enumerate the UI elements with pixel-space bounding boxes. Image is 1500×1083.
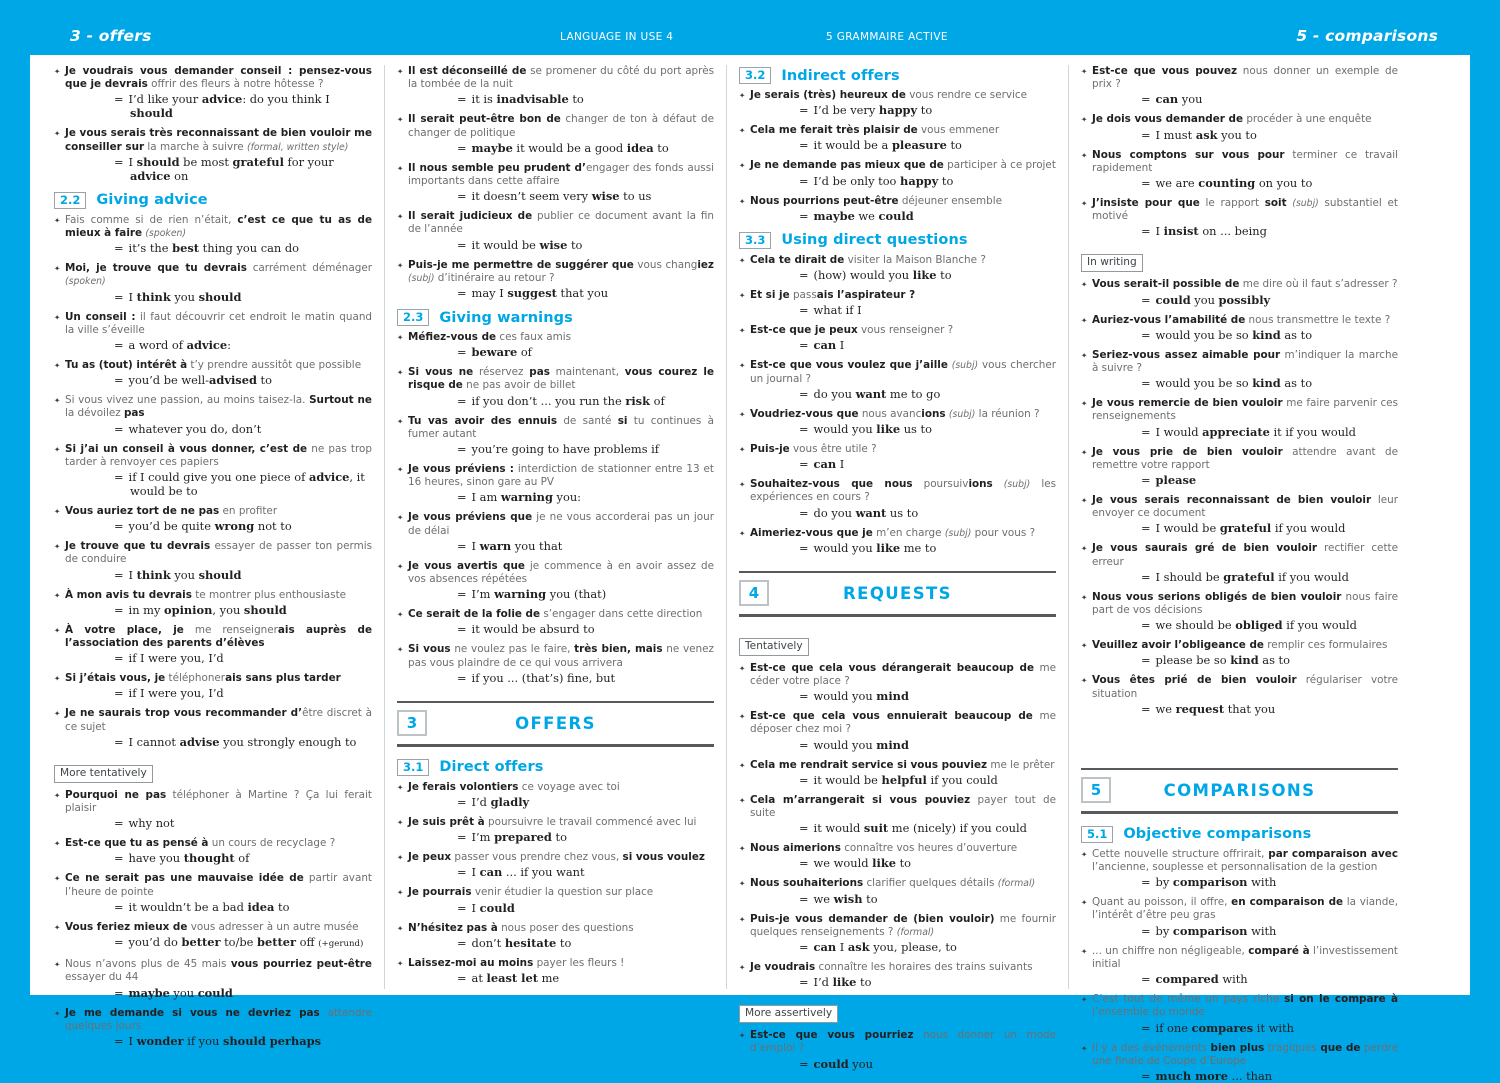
- french-phrase: ✦ Est-ce que cela vous ennuierait beaucoup de me déposer chez moi ?: [739, 710, 1056, 736]
- register-label: More assertively: [739, 1005, 838, 1023]
- french-phrase: ✦ Je vous avertis que je commence à en avoir assez de vos absences répétées: [397, 560, 714, 586]
- phrase-entry: [54, 958, 372, 999]
- subsection-title: Giving warnings: [439, 309, 573, 326]
- french-phrase: ✦ Je ne saurais trop vous recommander d’être discret à ce sujet: [54, 707, 372, 733]
- phrase-entry: [397, 463, 714, 504]
- phrase-entry: [54, 262, 372, 303]
- english-equivalent: = if you ... (that’s) fine, but: [457, 670, 616, 685]
- subsection-heading: [739, 67, 1056, 84]
- french-phrase: ✦ Je peux passer vous prendre chez vous, si vous voulez: [397, 851, 714, 864]
- phrase-entry: [54, 872, 372, 913]
- english-equivalent: = whatever you do, don’t: [114, 421, 262, 436]
- french-phrase: ✦ Si j’étais vous, je téléphonerais sans plus tarder: [54, 672, 372, 685]
- phrase-entry: [54, 311, 372, 352]
- french-phrase: ✦ Je dois vous demander de procéder à une enquête: [1081, 113, 1398, 126]
- subsection-title: Objective comparisons: [1123, 826, 1312, 843]
- running-head-right-title: 5 - comparisons: [1296, 27, 1438, 45]
- french-phrase: ✦ Cela me rendrait service si vous pouviez me le prêter: [739, 759, 1056, 772]
- french-phrase: ✦ Seriez-vous assez aimable pour m’indiquer la marche à suivre ?: [1081, 349, 1398, 375]
- french-phrase: ✦ Est-ce que vous voulez que j’aille (subj) vous chercher un journal ?: [739, 359, 1056, 385]
- english-equivalent: = you’d be quite wrong not to: [114, 519, 292, 534]
- phrase-entry: [54, 394, 372, 435]
- phrase-entry: [54, 214, 372, 255]
- french-phrase: ✦ N’hésitez pas à nous poser des questions: [397, 922, 714, 935]
- phrase-entry: [1081, 197, 1398, 238]
- text-column-2: [384, 65, 726, 989]
- french-phrase: ✦ Je ne demande pas mieux que de participer à ce projet: [739, 159, 1056, 172]
- phrase-entry: [54, 540, 372, 581]
- phrase-entry: [54, 789, 372, 830]
- phrase-entry: [739, 1029, 1056, 1070]
- english-equivalent: = it would be a pleasure to: [799, 138, 962, 153]
- english-equivalent: = I think you should: [114, 289, 242, 304]
- column-container: [30, 55, 1470, 1083]
- phrase-entry: [397, 643, 714, 684]
- french-phrase: ✦ À mon avis tu devrais te montrer plus enthousiaste: [54, 589, 372, 602]
- english-equivalent: = you’re going to have problems if: [457, 442, 660, 457]
- phrase-entry: [1081, 674, 1398, 715]
- french-phrase: ✦ Je vous préviens que je ne vous accorderai pas un jour de délai: [397, 511, 714, 537]
- phrase-entry: [1081, 945, 1398, 986]
- french-phrase: ✦ Quant au poisson, il offre, en comparaison de la viande, l’intérêt d’être peu gras: [1081, 896, 1398, 922]
- english-equivalent: = I’d like your advice: do you think I should: [114, 92, 330, 121]
- english-equivalent: = why not: [114, 816, 175, 831]
- french-phrase: ✦ Cela te dirait de visiter la Maison Blanche ?: [739, 254, 1056, 267]
- english-equivalent: = it doesn’t seem very wise to us: [457, 189, 652, 204]
- subsection-number: 3.2: [739, 67, 771, 84]
- phrase-entry: [1081, 113, 1398, 141]
- french-phrase: ✦ À votre place, je me renseignerais auprès de l’association des parents d’élèves: [54, 624, 372, 650]
- french-phrase: ✦ Si j’ai un conseil à vous donner, c’est de ne pas trop tarder à renvoyer ces papiers: [54, 443, 372, 469]
- phrase-entry: [1081, 149, 1398, 190]
- english-equivalent: = it is inadvisable to: [457, 92, 584, 107]
- section-heading: [397, 701, 714, 747]
- french-phrase: ✦ Fais comme si de rien n’était, c’est ce que tu as de mieux à faire (spoken): [54, 214, 372, 240]
- text-column-4: [1068, 65, 1410, 1083]
- section-heading-body: [397, 703, 714, 744]
- subsection-heading: [1081, 826, 1398, 843]
- french-phrase: ✦ Voudriez-vous que nous avancions (subj) la réunion ?: [739, 408, 1056, 421]
- english-equivalent: = I insist on ... being: [1141, 224, 1267, 239]
- running-head-left-title: 3 - offers: [70, 27, 152, 45]
- english-equivalent: = much more ... than: [1141, 1068, 1273, 1083]
- french-phrase: ✦ Nous comptons sur vous pour terminer ce travail rapidement: [1081, 149, 1398, 175]
- english-equivalent: = maybe we could: [799, 208, 914, 223]
- french-phrase: ✦ Laissez-moi au moins payer les fleurs !: [397, 957, 714, 970]
- english-equivalent: = (how) would you like to: [799, 268, 952, 283]
- phrase-entry: [1081, 1042, 1398, 1083]
- english-equivalent: = please: [1141, 473, 1197, 488]
- phrase-entry: [54, 837, 372, 865]
- phrase-entry: [397, 886, 714, 914]
- french-phrase: ✦ Ce ne serait pas une mauvaise idée de partir avant l’heure de pointe: [54, 872, 372, 898]
- french-phrase: ✦ Cela me ferait très plaisir de vous emmener: [739, 124, 1056, 137]
- phrase-entry: [739, 961, 1056, 989]
- english-equivalent: = may I suggest that you: [457, 286, 609, 301]
- english-equivalent: = I warn you that: [457, 538, 563, 553]
- running-head-center-right: 5 GRAMMAIRE ACTIVE: [826, 31, 948, 43]
- section-heading-body: [739, 573, 1056, 614]
- subsection-title: Using direct questions: [781, 232, 968, 249]
- section-number: 4: [739, 580, 769, 606]
- english-equivalent: = we request that you: [1141, 701, 1276, 716]
- phrase-entry: [397, 922, 714, 950]
- text-column-3: [726, 65, 1068, 1071]
- register-label-row: [739, 996, 1056, 1029]
- english-equivalent: = I can ... if you want: [457, 865, 585, 880]
- phrase-entry: [1081, 446, 1398, 487]
- french-phrase: ✦ Je trouve que tu devrais essayer de passer ton permis de conduire: [54, 540, 372, 566]
- phrase-entry: [739, 324, 1056, 352]
- french-phrase: ✦ Nous pourrions peut-être déjeuner ensemble: [739, 195, 1056, 208]
- french-phrase: ✦ Je voudrais vous demander conseil : pensez-vous que je devrais offrir des fleurs à notre hôtesse ?: [54, 65, 372, 91]
- french-phrase: ✦ Puis-je vous demander de (bien vouloir) me fournir quelques renseignements ? (formal): [739, 913, 1056, 939]
- subsection-title: Direct offers: [439, 759, 544, 776]
- register-label-row: [1081, 245, 1398, 278]
- phrase-entry: [397, 415, 714, 456]
- phrase-entry: [1081, 397, 1398, 438]
- english-equivalent: = I would be grateful if you would: [1141, 521, 1346, 536]
- english-equivalent: = can I ask you, please, to: [799, 940, 957, 955]
- english-equivalent: = do you want us to: [799, 505, 919, 520]
- english-equivalent: = maybe you could: [114, 985, 233, 1000]
- french-phrase: ✦ Est-ce que vous pouvez nous donner un exemple de prix ?: [1081, 65, 1398, 91]
- english-equivalent: = in my opinion, you should: [114, 602, 287, 617]
- french-phrase: ✦ C’est tout de même un pays riche si on le compare à l’ensemble du monde: [1081, 993, 1398, 1019]
- phrase-entry: [397, 113, 714, 154]
- section-title: REQUESTS: [843, 583, 952, 603]
- french-phrase: ✦ Est-ce que je peux vous renseigner ?: [739, 324, 1056, 337]
- english-equivalent: = we would like to: [799, 856, 912, 871]
- english-equivalent: = I’d gladly: [457, 795, 530, 810]
- english-equivalent: = would you like me to: [799, 540, 937, 555]
- english-equivalent: = do you want me to go: [799, 386, 941, 401]
- french-phrase: ✦ Vous êtes prié de bien vouloir régulariser votre situation: [1081, 674, 1398, 700]
- french-phrase: ✦ Cette nouvelle structure offrirait, par comparaison avec l’ancienne, souplesse et personnalisation de la gestion: [1081, 848, 1398, 874]
- phrase-entry: [739, 89, 1056, 117]
- french-phrase: ✦ Il serait peut-être bon de changer de ton à défaut de changer de politique: [397, 113, 714, 139]
- subsection-heading: [397, 759, 714, 776]
- french-phrase: ✦ Je serais (très) heureux de vous rendre ce service: [739, 89, 1056, 102]
- english-equivalent: = would you mind: [799, 737, 909, 752]
- english-equivalent: = I’m warning you (that): [457, 587, 607, 602]
- french-phrase: ✦ Je me demande si vous ne devriez pas attendre quelques jours: [54, 1007, 372, 1033]
- phrase-entry: [54, 589, 372, 617]
- english-equivalent: = compared with: [1141, 972, 1248, 987]
- english-equivalent: = have you thought of: [114, 851, 250, 866]
- french-phrase: ✦ Vous feriez mieux de vous adresser à un autre musée: [54, 921, 372, 934]
- english-equivalent: = can you: [1141, 92, 1203, 107]
- french-phrase: ✦ Nous souhaiterions clarifier quelques détails (formal): [739, 877, 1056, 890]
- english-equivalent: = I could: [457, 900, 515, 915]
- running-head-center-left: LANGUAGE IN USE 4: [560, 31, 674, 43]
- french-phrase: ✦ Nous aimerions connaître vos heures d’ouverture: [739, 842, 1056, 855]
- english-equivalent: = by comparison with: [1141, 923, 1277, 938]
- french-phrase: ✦ Vous serait-il possible de me dire où il faut s’adresser ?: [1081, 278, 1398, 291]
- phrase-entry: [1081, 494, 1398, 535]
- french-phrase: ✦ Veuillez avoir l’obligeance de remplir ces formulaires: [1081, 639, 1398, 652]
- phrase-entry: [397, 210, 714, 251]
- phrase-entry: [739, 710, 1056, 751]
- phrase-entry: [1081, 896, 1398, 937]
- french-phrase: ✦ J’insiste pour que le rapport soit (subj) substantiel et motivé: [1081, 197, 1398, 223]
- subsection-title: Indirect offers: [781, 67, 900, 84]
- french-phrase: ✦ Tu vas avoir des ennuis de santé si tu continues à fumer autant: [397, 415, 714, 441]
- subsection-title: Giving advice: [96, 192, 208, 209]
- english-equivalent: = it would be wise to: [457, 237, 583, 252]
- english-equivalent: = we are counting on you to: [1141, 176, 1313, 191]
- english-equivalent: = if I were you, I’d: [114, 651, 224, 666]
- french-phrase: ✦ Je vous saurais gré de bien vouloir rectifier cette erreur: [1081, 542, 1398, 568]
- english-equivalent: = what if I: [799, 303, 862, 318]
- phrase-entry: [54, 1007, 372, 1048]
- english-equivalent: = I wonder if you should perhaps: [114, 1033, 322, 1048]
- french-phrase: ✦ Ce serait de la folie de s’engager dans cette direction: [397, 608, 714, 621]
- french-phrase: ✦ Auriez-vous l’amabilité de nous transmettre le texte ?: [1081, 314, 1398, 327]
- french-phrase: ✦ Il serait judicieux de publier ce document avant la fin de l’année: [397, 210, 714, 236]
- english-equivalent: = could you possibly: [1141, 292, 1271, 307]
- subsection-number: 5.1: [1081, 826, 1113, 843]
- phrase-entry: [739, 527, 1056, 555]
- french-phrase: ✦ Souhaitez-vous que nous poursuivions (subj) les expériences en cours ?: [739, 478, 1056, 504]
- section-rule-bottom: [739, 614, 1056, 617]
- phrase-entry: [54, 127, 372, 182]
- register-label: In writing: [1081, 254, 1143, 272]
- english-equivalent: = can I: [799, 457, 845, 472]
- english-equivalent: = if one compares it with: [1141, 1020, 1294, 1035]
- french-phrase: ✦ Je vous serais reconnaissant de bien vouloir leur envoyer ce document: [1081, 494, 1398, 520]
- english-equivalent: = you’d be well-advised to: [114, 373, 272, 388]
- french-phrase: ✦ Je vous serais très reconnaissant de bien vouloir me conseiller sur la marche à suivre (formal, written style): [54, 127, 372, 153]
- english-equivalent: = can I: [799, 338, 845, 353]
- english-equivalent: = I cannot advise you strongly enough to: [114, 734, 357, 749]
- french-phrase: ✦ Il est déconseillé de se promener du côté du port après la tombée de la nuit: [397, 65, 714, 91]
- english-equivalent: = it would be absurd to: [457, 622, 595, 637]
- english-equivalent: = if I could give you one piece of advice, it would be to: [114, 470, 365, 499]
- english-equivalent: = I’m prepared to: [457, 830, 567, 845]
- english-equivalent: = it would suit me (nicely) if you could: [799, 821, 1027, 836]
- english-equivalent: = it would be helpful if you could: [799, 772, 998, 787]
- phrase-entry: [739, 359, 1056, 400]
- phrase-entry: [1081, 639, 1398, 667]
- register-label-row: [54, 756, 372, 789]
- section-rule-bottom: [397, 744, 714, 747]
- english-equivalent: = by comparison with: [1141, 875, 1277, 890]
- phrase-entry: [1081, 848, 1398, 889]
- french-phrase: ✦ Pourquoi ne pas téléphoner à Martine ? Ça lui ferait plaisir: [54, 789, 372, 815]
- phrase-entry: [1081, 314, 1398, 342]
- phrase-entry: [54, 707, 372, 748]
- phrase-entry: [739, 124, 1056, 152]
- english-equivalent: = you’d do better to/be better off (+gerund): [114, 935, 364, 950]
- english-equivalent: = would you be so kind as to: [1141, 376, 1313, 391]
- english-equivalent: = maybe it would be a good idea to: [457, 140, 669, 155]
- section-heading: [1081, 768, 1398, 814]
- running-head: [0, 0, 1500, 55]
- phrase-entry: [1081, 993, 1398, 1034]
- english-equivalent: = at least let me: [457, 971, 560, 986]
- english-equivalent: = I’d be only too happy to: [799, 173, 954, 188]
- subsection-heading: [739, 232, 1056, 249]
- subsection-number: 2.3: [397, 309, 429, 326]
- phrase-entry: [739, 443, 1056, 471]
- french-phrase: ✦ Et si je passais l’aspirateur ?: [739, 289, 1056, 302]
- phrase-entry: [1081, 349, 1398, 390]
- french-phrase: ✦ Tu as (tout) intérêt à t’y prendre aussitôt que possible: [54, 359, 372, 372]
- phrase-entry: [1081, 65, 1398, 106]
- phrase-entry: [397, 331, 714, 359]
- phrase-entry: [54, 505, 372, 533]
- register-label: More tentatively: [54, 765, 153, 783]
- french-phrase: ✦ Si vous ne réservez pas maintenant, vous courez le risque de ne pas avoir de billet: [397, 366, 714, 392]
- subsection-heading: [397, 309, 714, 326]
- subsection-number: 3.3: [739, 232, 771, 249]
- phrase-entry: [397, 816, 714, 844]
- english-equivalent: = would you mind: [799, 689, 909, 704]
- french-phrase: ✦ Il y a des événements bien plus tragiques que de perdre une finale de Coupe d’Europe: [1081, 1042, 1398, 1068]
- french-phrase: ✦ Il nous semble peu prudent d’engager des fonds aussi importants dans cette affaire: [397, 162, 714, 188]
- english-equivalent: = would you like us to: [799, 422, 932, 437]
- phrase-entry: [397, 781, 714, 809]
- subsection-number: 3.1: [397, 759, 429, 776]
- phrase-entry: [739, 289, 1056, 317]
- page-sheet: [30, 55, 1470, 1083]
- english-equivalent: = beware of: [457, 345, 532, 360]
- text-column-1: [42, 65, 384, 1048]
- french-phrase: ✦ Je voudrais connaître les horaires des trains suivants: [739, 961, 1056, 974]
- section-heading: [739, 571, 1056, 617]
- french-phrase: ✦ Est-ce que tu as pensé à un cours de recyclage ?: [54, 837, 372, 850]
- phrase-entry: [397, 259, 714, 300]
- phrase-entry: [739, 478, 1056, 519]
- phrase-entry: [397, 65, 714, 106]
- phrase-entry: [1081, 542, 1398, 583]
- english-equivalent: = I’d like to: [799, 975, 872, 990]
- phrase-entry: [739, 195, 1056, 223]
- english-equivalent: = please be so kind as to: [1141, 653, 1290, 668]
- english-equivalent: = I must ask you to: [1141, 127, 1257, 142]
- french-phrase: ✦ Un conseil : il faut découvrir cet endroit le matin quand la ville s’éveille: [54, 311, 372, 337]
- phrase-entry: [739, 254, 1056, 282]
- french-phrase: ✦ Cela m’arrangerait si vous pouviez payer tout de suite: [739, 794, 1056, 820]
- english-equivalent: = could you: [799, 1056, 873, 1071]
- phrase-entry: [739, 913, 1056, 954]
- english-equivalent: = I would appreciate it if you would: [1141, 424, 1356, 439]
- phrase-entry: [397, 162, 714, 203]
- section-number: 3: [397, 710, 427, 736]
- english-equivalent: = a word of advice:: [114, 338, 231, 353]
- section-number: 5: [1081, 777, 1111, 803]
- section-title: OFFERS: [515, 713, 596, 733]
- phrase-entry: [54, 672, 372, 700]
- phrase-entry: [739, 877, 1056, 905]
- english-equivalent: = I should be grateful if you would: [1141, 569, 1349, 584]
- english-equivalent: = I’d be very happy to: [799, 103, 933, 118]
- phrase-entry: [397, 957, 714, 985]
- french-phrase: ✦ Si vous vivez une passion, au moins taisez-la. Surtout ne la dévoilez pas: [54, 394, 372, 420]
- french-phrase: ✦ Je vous remercie de bien vouloir me faire parvenir ces renseignements: [1081, 397, 1398, 423]
- english-equivalent: = it wouldn’t be a bad idea to: [114, 899, 290, 914]
- section-heading-body: [1081, 770, 1398, 811]
- english-equivalent: = it’s the best thing you can do: [114, 241, 299, 256]
- french-phrase: ✦ Vous auriez tort de ne pas en profiter: [54, 505, 372, 518]
- phrase-entry: [397, 851, 714, 879]
- phrase-entry: [397, 366, 714, 407]
- subsection-heading: [54, 192, 372, 209]
- english-equivalent: = I think you should: [114, 567, 242, 582]
- phrase-entry: [739, 759, 1056, 787]
- french-phrase: ✦ Méfiez-vous de ces faux amis: [397, 331, 714, 344]
- section-title: COMPARISONS: [1163, 780, 1316, 800]
- phrase-entry: [739, 794, 1056, 835]
- register-label-row: [739, 629, 1056, 662]
- english-equivalent: = if you don’t ... you run the risk of: [457, 393, 665, 408]
- french-phrase: ✦ Je vous préviens : interdiction de stationner entre 13 et 16 heures, sinon gare au PV: [397, 463, 714, 489]
- french-phrase: ✦ Nous n’avons plus de 45 mais vous pourriez peut-être essayer du 44: [54, 958, 372, 984]
- phrase-entry: [739, 159, 1056, 187]
- section-rule-bottom: [1081, 811, 1398, 814]
- french-phrase: ✦ Moi, je trouve que tu devrais carrément déménager (spoken): [54, 262, 372, 288]
- english-equivalent: = would you be so kind as to: [1141, 327, 1313, 342]
- phrase-entry: [1081, 278, 1398, 306]
- english-equivalent: = I should be most grateful for your advice on: [114, 154, 334, 183]
- english-equivalent: = don’t hesitate to: [457, 935, 572, 950]
- french-phrase: ✦ Puis-je vous être utile ?: [739, 443, 1056, 456]
- french-phrase: ✦ Est-ce que cela vous dérangerait beaucoup de me céder votre place ?: [739, 662, 1056, 688]
- french-phrase: ✦ Puis-je me permettre de suggérer que vous changiez (subj) d’itinéraire au retour ?: [397, 259, 714, 285]
- phrase-entry: [54, 65, 372, 120]
- english-equivalent: = we wish to: [799, 891, 878, 906]
- phrase-entry: [739, 842, 1056, 870]
- phrase-entry: [739, 662, 1056, 703]
- register-label: Tentatively: [739, 638, 809, 656]
- phrase-entry: [739, 408, 1056, 436]
- french-phrase: ✦ Est-ce que vous pourriez nous donner un mode d’emploi ?: [739, 1029, 1056, 1055]
- english-equivalent: = if I were you, I’d: [114, 686, 224, 701]
- french-phrase: ✦ Je pourrais venir étudier la question sur place: [397, 886, 714, 899]
- french-phrase: ✦ Aimeriez-vous que je m’en charge (subj) pour vous ?: [739, 527, 1056, 540]
- french-phrase: ✦ Nous vous serions obligés de bien vouloir nous faire part de vos décisions: [1081, 591, 1398, 617]
- english-equivalent: = we should be obliged if you would: [1141, 618, 1357, 633]
- phrase-entry: [54, 921, 372, 951]
- english-equivalent: = I am warning you:: [457, 490, 582, 505]
- phrase-entry: [54, 624, 372, 665]
- phrase-entry: [397, 560, 714, 601]
- phrase-entry: [397, 608, 714, 636]
- phrase-entry: [54, 359, 372, 387]
- french-phrase: ✦ Je suis prêt à poursuivre le travail commencé avec lui: [397, 816, 714, 829]
- phrase-entry: [1081, 591, 1398, 632]
- french-phrase: ✦ Je ferais volontiers ce voyage avec toi: [397, 781, 714, 794]
- french-phrase: ✦ Si vous ne voulez pas le faire, très bien, mais ne venez pas vous plaindre de ce qui vous arrivera: [397, 643, 714, 669]
- phrase-entry: [54, 443, 372, 498]
- subsection-number: 2.2: [54, 192, 86, 209]
- french-phrase: ✦ Je vous prie de bien vouloir attendre avant de remettre votre rapport: [1081, 446, 1398, 472]
- french-phrase: ✦ ... un chiffre non négligeable, comparé à l’investissement initial: [1081, 945, 1398, 971]
- phrase-entry: [397, 511, 714, 552]
